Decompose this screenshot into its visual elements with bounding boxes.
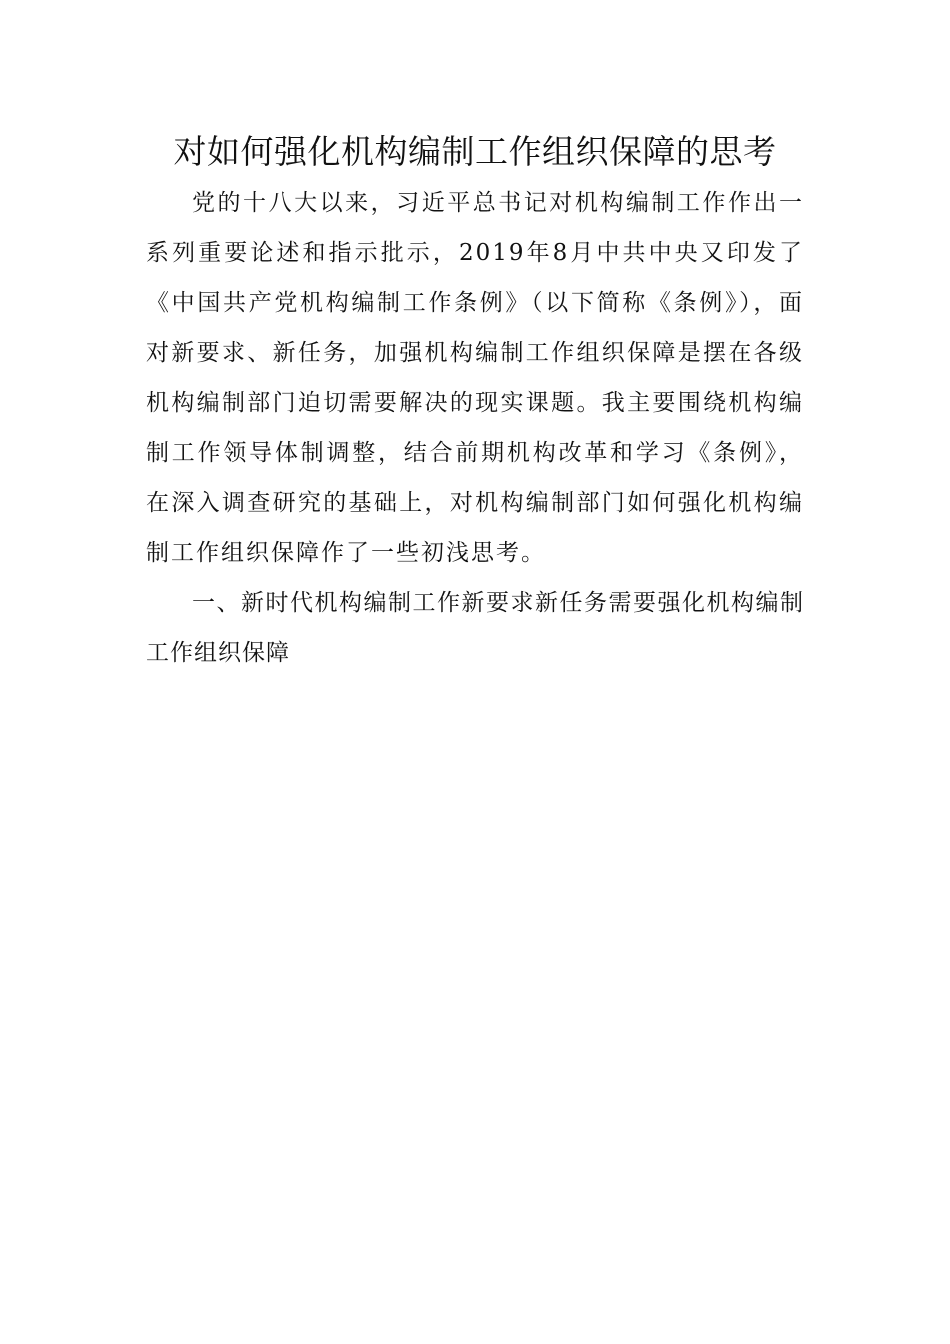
body-paragraph: 党的十八大以来，习近平总书记对机构编制工作作出一系列重要论述和指示批示，2019年8月中共中央又印发了《中国共产党机构编制工作条例》（以下简称《条例》），面对新要求、新任务，加强机构编制工作组织保障是摆在各级机构编制部门迫切需要解决的现实课题。我主要围绕机构编制工作领导体制调整，结合前期机构改革和学习《条例》，在深入调查研究的基础上，对机构编制部门如何强化机构编制工作组织保障作了一些初浅思考。 bbox=[146, 190, 804, 566]
document-title: 对如何强化机构编制工作组织保障的思考 bbox=[173, 132, 777, 171]
section-heading: 一、新时代机构编制工作新要求新任务需要强化机构编制工作组织保障 bbox=[146, 590, 804, 666]
